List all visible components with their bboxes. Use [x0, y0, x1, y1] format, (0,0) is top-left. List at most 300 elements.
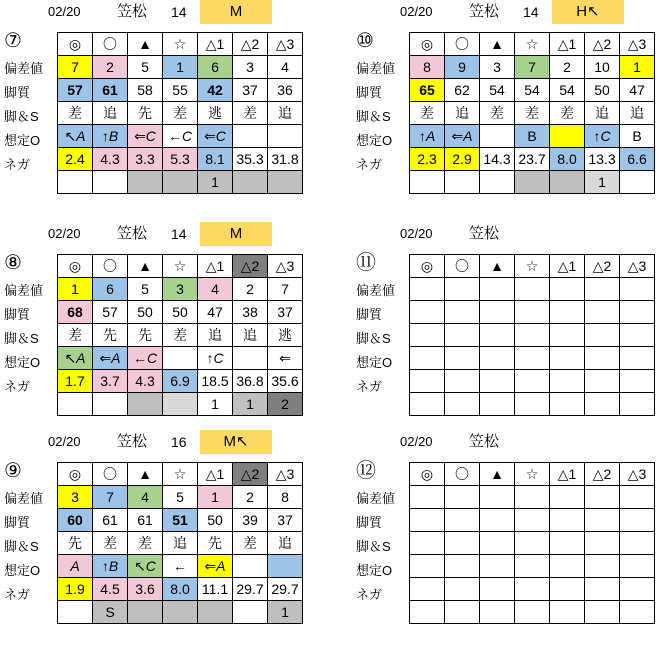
- prediction-table: [57, 32, 303, 194]
- table-cell: 35.6: [268, 370, 303, 393]
- table-cell: 29.7: [233, 578, 268, 601]
- table-cell: 60: [58, 509, 93, 532]
- venue-name: 笠松: [117, 225, 148, 242]
- panel-header: [352, 0, 662, 24]
- mark-cell: 〇: [93, 255, 128, 278]
- table-cell: [515, 171, 550, 194]
- mark-cell: △2: [585, 463, 620, 486]
- table-cell: ↑A: [410, 125, 445, 148]
- table-cell: [515, 578, 550, 601]
- table-cell: 2: [268, 393, 303, 416]
- mark-cell: ◎: [58, 463, 93, 486]
- table-cell: 50: [585, 79, 620, 102]
- table-cell: 差: [233, 532, 268, 555]
- table-cell: 先: [128, 102, 163, 125]
- mark-cell: △3: [620, 463, 655, 486]
- table-cell: 13.3: [585, 148, 620, 171]
- row-label: 想定O: [356, 133, 393, 148]
- table-cell: 差: [163, 102, 198, 125]
- table-cell: 2: [93, 56, 128, 79]
- mark-cell: △1: [198, 33, 233, 56]
- leg-speed-row: [58, 555, 303, 578]
- mark-cell: 〇: [445, 255, 480, 278]
- mark-cell: ▲: [128, 255, 163, 278]
- horse-number-row: [410, 278, 655, 301]
- table-cell: [410, 278, 445, 301]
- table-cell: 1: [585, 171, 620, 194]
- table-cell: 57: [93, 301, 128, 324]
- table-cell: 追: [445, 102, 480, 125]
- mark-cell: △3: [620, 33, 655, 56]
- row-label: 偏差値: [4, 491, 44, 506]
- table-cell: ←: [163, 555, 198, 578]
- mark-row: [410, 255, 655, 278]
- table-cell: [410, 509, 445, 532]
- table-cell: [410, 393, 445, 416]
- table-cell: [585, 347, 620, 370]
- table-cell: 2: [233, 486, 268, 509]
- table-cell: 2: [550, 56, 585, 79]
- runner-count: 16: [171, 434, 187, 450]
- race-panel: [352, 0, 662, 212]
- pace-badge: [552, 222, 624, 246]
- table-cell: [58, 393, 93, 416]
- table-cell: [585, 555, 620, 578]
- table-cell: 1: [163, 56, 198, 79]
- mark-cell: △3: [268, 33, 303, 56]
- race-number: ⑫: [356, 460, 376, 482]
- table-cell: [480, 555, 515, 578]
- table-cell: 23.7: [515, 148, 550, 171]
- table-cell: 4: [128, 486, 163, 509]
- table-cell: [163, 347, 198, 370]
- horse-number-row: [58, 56, 303, 79]
- table-cell: 逃: [198, 102, 233, 125]
- mark-cell: 〇: [93, 33, 128, 56]
- table-cell: 62: [445, 79, 480, 102]
- table-cell: ⇐A: [93, 347, 128, 370]
- table-cell: 8: [410, 56, 445, 79]
- table-cell: 1: [268, 601, 303, 624]
- mark-cell: ▲: [480, 33, 515, 56]
- table-cell: [93, 393, 128, 416]
- deviation-row: [410, 79, 655, 102]
- table-cell: 5: [163, 486, 198, 509]
- table-cell: [620, 532, 655, 555]
- table-cell: [620, 601, 655, 624]
- leg-speed-row: [58, 347, 303, 370]
- row-label: 偏差値: [356, 283, 396, 298]
- odds-row: [58, 578, 303, 601]
- race-date: 02/20: [48, 434, 81, 449]
- table-cell: 6: [93, 278, 128, 301]
- row-label: 脚質: [4, 85, 31, 100]
- table-cell: ⇐C: [198, 125, 233, 148]
- table-cell: 1: [198, 393, 233, 416]
- table-cell: 36: [268, 79, 303, 102]
- negative-row: [410, 393, 655, 416]
- pace-badge: H↖: [552, 0, 624, 24]
- running-style-row: [410, 532, 655, 555]
- table-cell: [550, 125, 585, 148]
- table-cell: 1.7: [58, 370, 93, 393]
- table-cell: 31.8: [268, 148, 303, 171]
- table-cell: [445, 171, 480, 194]
- deviation-row: [58, 301, 303, 324]
- table-cell: S: [93, 601, 128, 624]
- leg-speed-row: [58, 125, 303, 148]
- row-label: 脚＆S: [4, 539, 39, 554]
- horse-number-row: [410, 56, 655, 79]
- table-cell: [410, 171, 445, 194]
- table-cell: 54: [550, 79, 585, 102]
- table-cell: [445, 370, 480, 393]
- table-cell: [550, 171, 585, 194]
- venue-name: 笠松: [469, 3, 500, 20]
- table-cell: [515, 347, 550, 370]
- mark-cell: 〇: [93, 463, 128, 486]
- mark-cell: △1: [198, 463, 233, 486]
- table-cell: 差: [233, 102, 268, 125]
- table-cell: 3: [163, 278, 198, 301]
- table-cell: [233, 125, 268, 148]
- running-style-row: [410, 102, 655, 125]
- row-label: ネガ: [356, 379, 383, 394]
- mark-cell: ▲: [480, 255, 515, 278]
- horse-number-row: [58, 278, 303, 301]
- table-cell: 先: [93, 324, 128, 347]
- table-cell: [480, 278, 515, 301]
- race-number: ⑦: [4, 30, 22, 52]
- table-cell: [163, 393, 198, 416]
- deviation-row: [410, 509, 655, 532]
- table-cell: 3.6: [128, 578, 163, 601]
- table-cell: 差: [410, 102, 445, 125]
- table-cell: 1: [198, 171, 233, 194]
- prediction-table: [409, 254, 655, 416]
- table-cell: 7: [515, 56, 550, 79]
- table-cell: [410, 301, 445, 324]
- mark-row: [58, 255, 303, 278]
- table-cell: 1: [233, 393, 268, 416]
- race-panel: [0, 222, 330, 434]
- table-cell: 7: [93, 486, 128, 509]
- table-cell: 18.5: [198, 370, 233, 393]
- table-cell: [128, 601, 163, 624]
- table-cell: [620, 393, 655, 416]
- table-cell: 61: [93, 509, 128, 532]
- table-cell: [480, 125, 515, 148]
- table-cell: 追: [268, 532, 303, 555]
- table-cell: ↑B: [93, 125, 128, 148]
- table-cell: [585, 578, 620, 601]
- table-cell: 6.6: [620, 148, 655, 171]
- mark-cell: △1: [550, 463, 585, 486]
- table-cell: [445, 278, 480, 301]
- table-cell: [515, 324, 550, 347]
- row-label: 想定O: [356, 563, 393, 578]
- table-cell: [515, 555, 550, 578]
- table-cell: 差: [163, 324, 198, 347]
- row-label: 脚＆S: [356, 109, 391, 124]
- table-cell: ⇐A: [445, 125, 480, 148]
- table-cell: 61: [128, 509, 163, 532]
- table-cell: 追: [233, 324, 268, 347]
- pace-badge: M: [200, 0, 272, 24]
- table-cell: [480, 486, 515, 509]
- table-cell: 37: [233, 79, 268, 102]
- pace-badge: M↖: [200, 430, 272, 454]
- table-cell: [410, 578, 445, 601]
- table-cell: 11.1: [198, 578, 233, 601]
- table-cell: [58, 171, 93, 194]
- runner-count: 14: [171, 4, 187, 20]
- table-cell: 42: [198, 79, 233, 102]
- table-cell: 1: [198, 486, 233, 509]
- table-cell: 47: [198, 301, 233, 324]
- mark-cell: ▲: [128, 33, 163, 56]
- table-cell: 先: [198, 532, 233, 555]
- table-cell: [480, 347, 515, 370]
- table-cell: [515, 278, 550, 301]
- table-cell: [550, 532, 585, 555]
- table-cell: [445, 393, 480, 416]
- race-date: 02/20: [400, 4, 433, 19]
- row-label: 脚質: [356, 85, 383, 100]
- row-label: 脚質: [356, 307, 383, 322]
- table-cell: 2.9: [445, 148, 480, 171]
- mark-cell: △2: [233, 463, 268, 486]
- table-cell: ↑B: [93, 555, 128, 578]
- mark-row: [58, 463, 303, 486]
- row-label: 偏差値: [4, 283, 44, 298]
- table-cell: A: [58, 555, 93, 578]
- row-labels: [4, 57, 43, 177]
- venue-name: 笠松: [117, 433, 148, 450]
- table-cell: [410, 347, 445, 370]
- table-cell: [620, 278, 655, 301]
- row-label: 脚質: [356, 515, 383, 530]
- table-cell: 3: [58, 486, 93, 509]
- table-cell: 追: [198, 324, 233, 347]
- row-label: 想定O: [4, 355, 41, 370]
- running-style-row: [58, 102, 303, 125]
- table-cell: [268, 125, 303, 148]
- table-cell: 4: [268, 56, 303, 79]
- table-cell: 差: [550, 102, 585, 125]
- table-cell: [198, 601, 233, 624]
- runner-count: 14: [171, 226, 187, 242]
- mark-cell: △1: [550, 255, 585, 278]
- table-cell: [163, 601, 198, 624]
- row-label: ネガ: [4, 379, 31, 394]
- table-cell: [93, 171, 128, 194]
- mark-cell: ☆: [515, 255, 550, 278]
- mark-cell: △2: [233, 33, 268, 56]
- table-cell: [445, 555, 480, 578]
- table-cell: 追: [93, 102, 128, 125]
- mark-row: [410, 33, 655, 56]
- table-cell: 追: [620, 102, 655, 125]
- table-cell: 3: [480, 56, 515, 79]
- table-cell: [58, 601, 93, 624]
- table-cell: [480, 532, 515, 555]
- table-cell: [445, 532, 480, 555]
- mark-cell: 〇: [445, 33, 480, 56]
- odds-row: [58, 370, 303, 393]
- table-cell: 差: [128, 532, 163, 555]
- table-cell: 逃: [268, 324, 303, 347]
- table-cell: [620, 370, 655, 393]
- table-cell: 3.7: [93, 370, 128, 393]
- mark-cell: ☆: [163, 255, 198, 278]
- table-cell: 9: [445, 56, 480, 79]
- table-cell: ⇐A: [198, 555, 233, 578]
- table-cell: [620, 509, 655, 532]
- table-cell: ←C: [163, 125, 198, 148]
- table-cell: [585, 370, 620, 393]
- leg-speed-row: [410, 347, 655, 370]
- row-label: 脚＆S: [4, 331, 39, 346]
- race-panel: [352, 222, 662, 434]
- table-cell: 7: [58, 56, 93, 79]
- panel-header: [352, 430, 662, 454]
- table-cell: 1: [58, 278, 93, 301]
- pace-badge: M: [200, 222, 272, 246]
- table-cell: [268, 555, 303, 578]
- race-number: ⑩: [356, 30, 374, 52]
- prediction-table: [57, 462, 303, 624]
- row-labels: [4, 487, 43, 607]
- table-cell: 39: [233, 509, 268, 532]
- table-cell: [480, 578, 515, 601]
- table-cell: [550, 509, 585, 532]
- venue-name: 笠松: [469, 225, 500, 242]
- table-cell: [410, 555, 445, 578]
- table-cell: 55: [163, 79, 198, 102]
- row-labels: [356, 57, 395, 177]
- mark-cell: ◎: [58, 255, 93, 278]
- table-cell: ↑C: [198, 347, 233, 370]
- row-labels: [4, 279, 43, 399]
- table-cell: [585, 601, 620, 624]
- odds-row: [58, 148, 303, 171]
- table-cell: [620, 347, 655, 370]
- mark-cell: △2: [233, 255, 268, 278]
- running-style-row: [410, 324, 655, 347]
- row-label: 脚＆S: [4, 109, 39, 124]
- table-cell: B: [515, 125, 550, 148]
- mark-cell: ☆: [515, 463, 550, 486]
- race-panel: [0, 0, 330, 212]
- mark-cell: ◎: [410, 33, 445, 56]
- mark-cell: ▲: [128, 463, 163, 486]
- table-cell: 4: [198, 278, 233, 301]
- table-cell: 4.3: [93, 148, 128, 171]
- odds-row: [410, 370, 655, 393]
- table-cell: 差: [58, 324, 93, 347]
- table-cell: 追: [585, 102, 620, 125]
- table-cell: [585, 509, 620, 532]
- table-cell: 37: [268, 509, 303, 532]
- table-cell: 差: [93, 532, 128, 555]
- table-cell: 58: [128, 79, 163, 102]
- table-cell: [550, 578, 585, 601]
- row-label: 脚＆S: [356, 539, 391, 554]
- table-cell: ↖A: [58, 125, 93, 148]
- table-cell: 追: [268, 102, 303, 125]
- table-cell: [585, 278, 620, 301]
- table-cell: ⇐: [268, 347, 303, 370]
- table-cell: [480, 171, 515, 194]
- row-label: 想定O: [356, 355, 393, 370]
- table-cell: [550, 370, 585, 393]
- row-label: ネガ: [356, 587, 383, 602]
- race-date: 02/20: [400, 434, 433, 449]
- negative-row: [410, 601, 655, 624]
- row-labels: [356, 279, 395, 399]
- table-cell: [233, 171, 268, 194]
- panel-header: [0, 222, 330, 246]
- table-cell: 8.0: [163, 578, 198, 601]
- row-label: ネガ: [4, 157, 31, 172]
- table-cell: [585, 301, 620, 324]
- table-cell: [585, 532, 620, 555]
- table-cell: [515, 509, 550, 532]
- table-cell: 54: [515, 79, 550, 102]
- row-label: 偏差値: [356, 491, 396, 506]
- table-cell: [480, 393, 515, 416]
- row-label: 想定O: [4, 563, 41, 578]
- row-label: ネガ: [356, 157, 383, 172]
- leg-speed-row: [410, 125, 655, 148]
- table-cell: [515, 393, 550, 416]
- row-label: 脚＆S: [356, 331, 391, 346]
- table-cell: [585, 393, 620, 416]
- row-label: 偏差値: [356, 61, 396, 76]
- mark-cell: ☆: [163, 463, 198, 486]
- table-cell: 51: [163, 509, 198, 532]
- table-cell: 5.3: [163, 148, 198, 171]
- table-cell: 2.4: [58, 148, 93, 171]
- row-label: 脚質: [4, 515, 31, 530]
- deviation-row: [58, 509, 303, 532]
- table-cell: [550, 324, 585, 347]
- table-cell: [410, 532, 445, 555]
- table-cell: 先: [128, 324, 163, 347]
- prediction-table: [409, 462, 655, 624]
- table-cell: 47: [620, 79, 655, 102]
- mark-row: [58, 33, 303, 56]
- table-cell: [515, 370, 550, 393]
- mark-cell: ▲: [480, 463, 515, 486]
- table-cell: [550, 347, 585, 370]
- table-cell: 追: [163, 532, 198, 555]
- mark-cell: △2: [585, 255, 620, 278]
- horse-number-row: [58, 486, 303, 509]
- row-label: 想定O: [4, 133, 41, 148]
- table-cell: 5: [128, 56, 163, 79]
- table-cell: [233, 555, 268, 578]
- mark-cell: △3: [620, 255, 655, 278]
- mark-cell: ◎: [410, 463, 445, 486]
- table-cell: [515, 301, 550, 324]
- table-cell: 38: [233, 301, 268, 324]
- table-cell: 1.9: [58, 578, 93, 601]
- prediction-table: [57, 254, 303, 416]
- table-cell: ↖A: [58, 347, 93, 370]
- table-cell: 8.0: [550, 148, 585, 171]
